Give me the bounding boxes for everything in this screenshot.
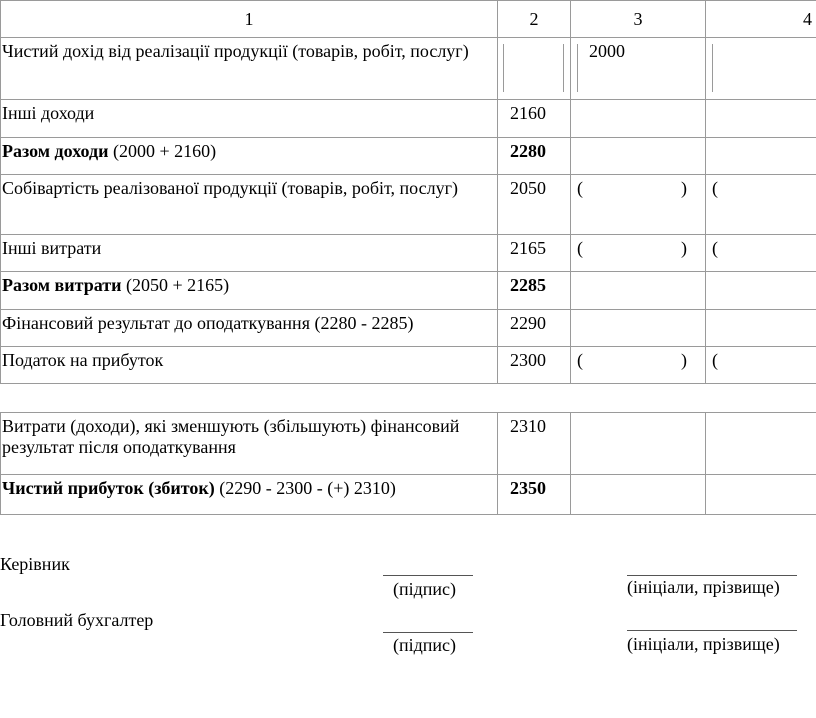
table-row (1, 347, 816, 384)
table-row (1, 475, 816, 515)
row-value-col3: 2000 (571, 38, 706, 100)
table-row (1, 235, 816, 272)
row-value-col3 (571, 475, 706, 515)
accountant-signature-caption: (підпис) (393, 635, 457, 655)
row-label-formula: (2000 + 2160) (108, 141, 217, 161)
accountant-name-caption: (ініціали, прізвище) (627, 634, 780, 654)
open-paren: ( (712, 238, 718, 258)
cell-border-mark (712, 44, 713, 92)
table-row (1, 272, 816, 310)
row-value-col4 (706, 100, 816, 138)
row-value-col3 (571, 138, 706, 175)
header-col-1: 1 (1, 1, 498, 38)
accountant-name-line (627, 630, 797, 631)
spacer-cell (1, 384, 816, 413)
header-col-3: 3 (571, 1, 706, 38)
manager-label: Керівник (0, 554, 70, 574)
row-value-col3 (571, 413, 706, 475)
row-value-col3 (571, 310, 706, 347)
row-code: 2285 (498, 272, 571, 310)
close-paren: ) (681, 238, 687, 258)
accountant-signature-line (383, 632, 473, 633)
row-label: Інші витрати (1, 235, 498, 272)
open-paren: ( (577, 350, 583, 370)
cell-border-mark (563, 44, 564, 92)
open-paren: ( (712, 178, 718, 198)
table-row (1, 175, 816, 235)
manager-name-line (627, 575, 797, 576)
manager-name-caption: (ініціали, прізвище) (627, 577, 780, 597)
open-paren: ( (712, 350, 718, 370)
manager-signature-caption: (підпис) (393, 579, 457, 599)
row-value-col3 (571, 347, 706, 384)
row-code (498, 38, 571, 100)
cell-border-mark (503, 44, 504, 92)
chief-accountant-label: Головний бухгалтер (0, 610, 154, 630)
open-paren: ( (577, 238, 583, 258)
row-code: 2165 (498, 235, 571, 272)
spacer-row (1, 384, 816, 413)
row-label-formula: (2050 + 2165) (121, 275, 230, 295)
row-value-col4 (706, 347, 816, 384)
row-code: 2310 (498, 413, 571, 475)
row-label: Фінансовий результат до оподаткування (2280 - 2285) (1, 310, 498, 347)
row-code: 2290 (498, 310, 571, 347)
table-row (1, 100, 816, 138)
row-value-col3 (571, 100, 706, 138)
manager-signature-line (383, 575, 473, 576)
row-label-bold: Разом витрати (2, 275, 122, 295)
row-value-col4 (706, 235, 816, 272)
row-value-col3 (571, 175, 706, 235)
row-label: Податок на прибуток (1, 347, 498, 384)
row-value-col3 (571, 272, 706, 310)
row-code: 2160 (498, 100, 571, 138)
table-row (1, 138, 816, 175)
row-code: 2050 (498, 175, 571, 235)
row-value-col4 (706, 138, 816, 175)
close-paren: ) (681, 350, 687, 370)
table-row (1, 310, 816, 347)
row-label (1, 475, 498, 515)
row-code: 2280 (498, 138, 571, 175)
row-label: Собівартість реалізованої продукції (товарів, робіт, послуг) (1, 175, 498, 235)
row-label-bold: Разом доходи (2, 141, 109, 161)
row-label: Чистий дохід від реалізації продукції (товарів, робіт, послуг) (1, 38, 498, 100)
row-value-col4 (706, 475, 816, 515)
row-label-formula: (2290 - 2300 - (+) 2310) (214, 478, 396, 498)
row-value-col4 (706, 413, 816, 475)
table-row (1, 38, 816, 100)
row-label: Витрати (доходи), які зменшують (збільшують) фінансовий результат після оподаткування (1, 413, 498, 475)
cell-border-mark (577, 44, 578, 92)
row-code: 2300 (498, 347, 571, 384)
row-label-bold: Чистий прибуток (збиток) (2, 478, 215, 498)
row-code: 2350 (498, 475, 571, 515)
row-label (1, 138, 498, 175)
row-value-col4 (706, 272, 816, 310)
row-value-col4 (706, 38, 816, 100)
row-value-col4 (706, 175, 816, 235)
header-row (1, 1, 816, 38)
row-label (1, 272, 498, 310)
row-label: Інші доходи (1, 100, 498, 138)
open-paren: ( (577, 178, 583, 198)
close-paren: ) (681, 178, 687, 198)
row-value-col3 (571, 235, 706, 272)
header-col-2: 2 (498, 1, 571, 38)
row-value-col4 (706, 310, 816, 347)
table-row (1, 413, 816, 475)
header-col-4: 4 (706, 1, 816, 38)
